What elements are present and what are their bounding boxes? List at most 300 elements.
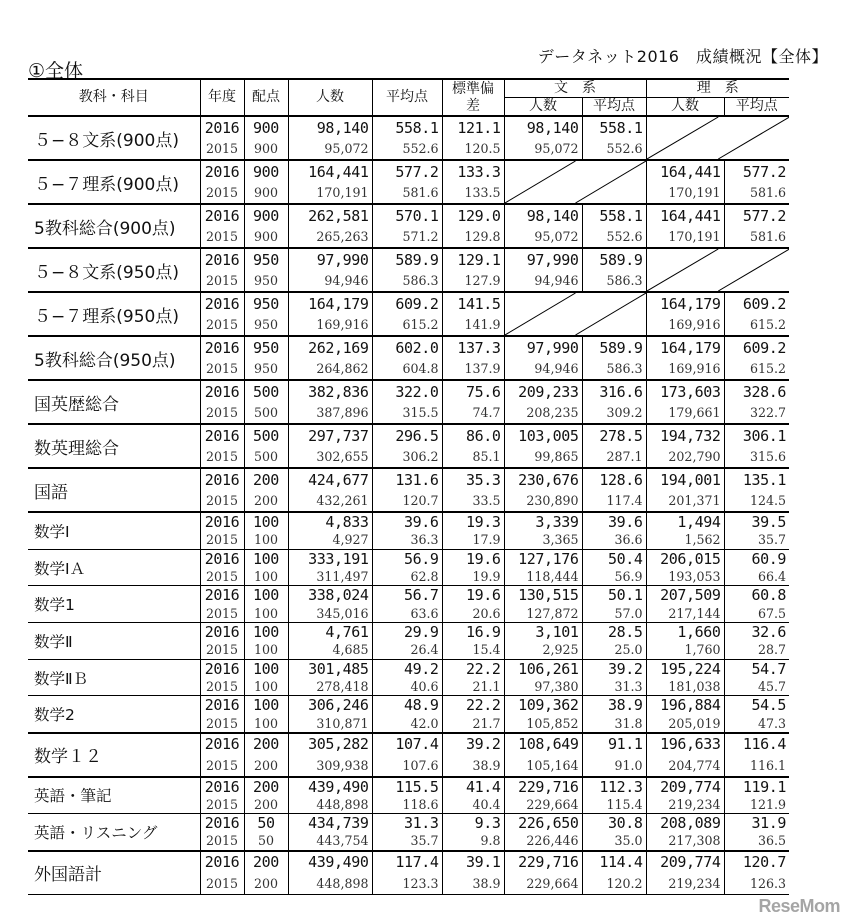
cell-bunkei-avg: 586.3 xyxy=(582,270,646,292)
cell-year: 2016 xyxy=(200,204,244,226)
cell-points: 100 xyxy=(244,568,288,586)
cell-bunkei-count: 106,261 xyxy=(504,659,582,678)
cell-avg: 42.0 xyxy=(372,714,442,732)
cell-avg: 570.1 xyxy=(372,204,442,226)
cell-count: 169,916 xyxy=(288,314,372,336)
cell-year: 2016 xyxy=(200,733,244,755)
cell-count: 262,169 xyxy=(288,336,372,358)
cell-rikei-avg: 581.6 xyxy=(724,182,789,204)
cell-count: 278,418 xyxy=(288,678,372,696)
cell-bunkei-count: 97,380 xyxy=(504,678,582,696)
cell-bunkei-count: 95,072 xyxy=(504,226,582,248)
cell-points: 900 xyxy=(244,138,288,160)
cell-rikei-count: 169,916 xyxy=(646,358,724,380)
cell-points: 200 xyxy=(244,796,288,814)
cell-rikei-count: 219,234 xyxy=(646,796,724,814)
cell-year: 2015 xyxy=(200,226,244,248)
cell-count: 264,862 xyxy=(288,358,372,380)
cell-rikei-avg: 124.5 xyxy=(724,490,789,512)
cell-rikei-count: 205,019 xyxy=(646,714,724,732)
cell-rikei-avg: 135.1 xyxy=(724,468,789,490)
cell-bunkei-avg: 50.1 xyxy=(582,586,646,605)
cell-rikei-count: 170,191 xyxy=(646,226,724,248)
cell-count: 448,898 xyxy=(288,796,372,814)
cell-rikei-count: 219,234 xyxy=(646,873,724,895)
subject-label: 国語 xyxy=(34,482,68,503)
cell-sd: 9.8 xyxy=(442,832,504,850)
empty-diagonal-cell xyxy=(504,292,646,336)
header-sd: 標準偏差 xyxy=(442,79,504,116)
cell-bunkei-avg: 31.3 xyxy=(582,678,646,696)
cell-bunkei-avg: 552.6 xyxy=(582,226,646,248)
cell-sd: 19.3 xyxy=(442,512,504,531)
cell-rikei-count: 164,179 xyxy=(646,336,724,358)
cell-bunkei-count: 103,005 xyxy=(504,424,582,446)
table-row xyxy=(28,586,789,605)
cell-sd: 141.9 xyxy=(442,314,504,336)
watermark-logo: ReseMom xyxy=(758,896,840,916)
table-row xyxy=(28,204,789,226)
cell-year: 2016 xyxy=(200,586,244,605)
cell-avg: 29.9 xyxy=(372,623,442,642)
cell-sd: 133.3 xyxy=(442,160,504,182)
cell-avg: 117.4 xyxy=(372,851,442,873)
cell-points: 950 xyxy=(244,336,288,358)
cell-sd: 137.9 xyxy=(442,358,504,380)
subject-label: 数英理総合 xyxy=(34,438,119,459)
cell-count: 305,282 xyxy=(288,733,372,755)
cell-avg: 581.6 xyxy=(372,182,442,204)
results-table xyxy=(28,78,789,895)
cell-avg: 615.2 xyxy=(372,314,442,336)
cell-bunkei-count: 226,650 xyxy=(504,814,582,833)
cell-bunkei-count: 118,444 xyxy=(504,568,582,586)
cell-points: 200 xyxy=(244,777,288,796)
header-rikei-avg: 平均点 xyxy=(724,98,789,117)
cell-bunkei-count: 3,101 xyxy=(504,623,582,642)
section-title: ①全体 xyxy=(28,60,84,82)
cell-rikei-avg: 54.5 xyxy=(724,696,789,715)
cell-year: 2016 xyxy=(200,659,244,678)
cell-avg: 296.5 xyxy=(372,424,442,446)
cell-avg: 131.6 xyxy=(372,468,442,490)
cell-sd: 40.4 xyxy=(442,796,504,814)
cell-sd: 39.2 xyxy=(442,733,504,755)
cell-sd: 137.3 xyxy=(442,336,504,358)
cell-sd: 22.2 xyxy=(442,659,504,678)
cell-year: 2015 xyxy=(200,490,244,512)
cell-bunkei-avg: 31.8 xyxy=(582,714,646,732)
cell-avg: 35.7 xyxy=(372,832,442,850)
cell-bunkei-count: 99,865 xyxy=(504,446,582,468)
cell-avg: 115.5 xyxy=(372,777,442,796)
cell-count: 306,246 xyxy=(288,696,372,715)
cell-year: 2016 xyxy=(200,851,244,873)
cell-bunkei-avg: 558.1 xyxy=(582,204,646,226)
table-row xyxy=(28,623,789,642)
cell-bunkei-count: 230,890 xyxy=(504,490,582,512)
cell-sd: 129.1 xyxy=(442,248,504,270)
cell-avg: 602.0 xyxy=(372,336,442,358)
cell-avg: 39.6 xyxy=(372,512,442,531)
cell-bunkei-count: 127,872 xyxy=(504,604,582,622)
cell-points: 500 xyxy=(244,424,288,446)
cell-bunkei-count: 97,990 xyxy=(504,248,582,270)
subject-label: 数学ⅡＢ xyxy=(34,669,89,688)
cell-rikei-count: 209,774 xyxy=(646,851,724,873)
table-row xyxy=(28,851,789,873)
cell-bunkei-avg: 50.4 xyxy=(582,549,646,568)
cell-sd: 21.7 xyxy=(442,714,504,732)
cell-avg: 322.0 xyxy=(372,380,442,402)
cell-avg: 26.4 xyxy=(372,641,442,659)
cell-bunkei-avg: 39.2 xyxy=(582,659,646,678)
cell-bunkei-avg: 115.4 xyxy=(582,796,646,814)
subject-label: 英語・リスニング xyxy=(34,823,158,842)
cell-points: 200 xyxy=(244,490,288,512)
cell-bunkei-count: 130,515 xyxy=(504,586,582,605)
cell-rikei-avg: 615.2 xyxy=(724,358,789,380)
cell-points: 50 xyxy=(244,832,288,850)
cell-bunkei-avg: 39.6 xyxy=(582,512,646,531)
cell-points: 100 xyxy=(244,586,288,605)
cell-bunkei-avg: 589.9 xyxy=(582,248,646,270)
cell-points: 950 xyxy=(244,314,288,336)
cell-rikei-count: 164,179 xyxy=(646,292,724,314)
cell-count: 382,836 xyxy=(288,380,372,402)
cell-avg: 306.2 xyxy=(372,446,442,468)
cell-avg: 36.3 xyxy=(372,531,442,549)
cell-bunkei-count: 97,990 xyxy=(504,336,582,358)
cell-count: 4,761 xyxy=(288,623,372,642)
cell-avg: 123.3 xyxy=(372,873,442,895)
cell-bunkei-avg: 38.9 xyxy=(582,696,646,715)
cell-rikei-count: 193,053 xyxy=(646,568,724,586)
cell-avg: 315.5 xyxy=(372,402,442,424)
cell-count: 94,946 xyxy=(288,270,372,292)
cell-bunkei-count: 209,233 xyxy=(504,380,582,402)
cell-rikei-count: 217,144 xyxy=(646,604,724,622)
cell-rikei-count: 164,441 xyxy=(646,160,724,182)
cell-points: 200 xyxy=(244,468,288,490)
cell-bunkei-avg: 91.1 xyxy=(582,733,646,755)
cell-rikei-count: 1,494 xyxy=(646,512,724,531)
cell-avg: 589.9 xyxy=(372,248,442,270)
cell-avg: 571.2 xyxy=(372,226,442,248)
cell-count: 4,685 xyxy=(288,641,372,659)
cell-avg: 118.6 xyxy=(372,796,442,814)
cell-sd: 141.5 xyxy=(442,292,504,314)
cell-rikei-count: 196,884 xyxy=(646,696,724,715)
cell-rikei-count: 209,774 xyxy=(646,777,724,796)
cell-count: 439,490 xyxy=(288,851,372,873)
cell-sd: 39.1 xyxy=(442,851,504,873)
cell-sd: 129.8 xyxy=(442,226,504,248)
cell-bunkei-avg: 57.0 xyxy=(582,604,646,622)
cell-sd: 22.2 xyxy=(442,696,504,715)
cell-rikei-count: 179,661 xyxy=(646,402,724,424)
cell-year: 2016 xyxy=(200,160,244,182)
cell-year: 2015 xyxy=(200,796,244,814)
cell-count: 309,938 xyxy=(288,755,372,777)
cell-points: 500 xyxy=(244,402,288,424)
cell-year: 2015 xyxy=(200,714,244,732)
cell-rikei-avg: 121.9 xyxy=(724,796,789,814)
cell-year: 2015 xyxy=(200,568,244,586)
header-bunkei: 文 系 xyxy=(504,79,646,98)
cell-sd: 20.6 xyxy=(442,604,504,622)
cell-year: 2016 xyxy=(200,468,244,490)
cell-bunkei-avg: 25.0 xyxy=(582,641,646,659)
cell-count: 4,833 xyxy=(288,512,372,531)
cell-rikei-count: 202,790 xyxy=(646,446,724,468)
cell-sd: 35.3 xyxy=(442,468,504,490)
cell-sd: 38.9 xyxy=(442,755,504,777)
cell-year: 2016 xyxy=(200,116,244,138)
cell-points: 950 xyxy=(244,358,288,380)
cell-rikei-count: 181,038 xyxy=(646,678,724,696)
table-row xyxy=(28,733,789,755)
cell-points: 900 xyxy=(244,226,288,248)
cell-year: 2015 xyxy=(200,873,244,895)
cell-avg: 62.8 xyxy=(372,568,442,586)
cell-year: 2015 xyxy=(200,402,244,424)
cell-points: 100 xyxy=(244,604,288,622)
cell-avg: 56.7 xyxy=(372,586,442,605)
cell-sd: 38.9 xyxy=(442,873,504,895)
cell-bunkei-count: 127,176 xyxy=(504,549,582,568)
cell-rikei-avg: 126.3 xyxy=(724,873,789,895)
cell-count: 297,737 xyxy=(288,424,372,446)
cell-bunkei-avg: 552.6 xyxy=(582,138,646,160)
cell-bunkei-count: 95,072 xyxy=(504,138,582,160)
cell-points: 200 xyxy=(244,873,288,895)
cell-rikei-avg: 35.7 xyxy=(724,531,789,549)
cell-bunkei-avg: 278.5 xyxy=(582,424,646,446)
subject-label: 英語・筆記 xyxy=(34,787,112,806)
cell-points: 100 xyxy=(244,549,288,568)
header-subject: 教科・科目 xyxy=(28,79,200,116)
cell-bunkei-count: 229,664 xyxy=(504,796,582,814)
header-bunkei-count: 人数 xyxy=(504,98,582,117)
cell-year: 2015 xyxy=(200,358,244,380)
cell-count: 97,990 xyxy=(288,248,372,270)
subject-label: 数学Ⅱ xyxy=(34,632,73,651)
cell-bunkei-count: 229,716 xyxy=(504,777,582,796)
cell-year: 2016 xyxy=(200,248,244,270)
cell-points: 50 xyxy=(244,814,288,833)
cell-rikei-avg: 581.6 xyxy=(724,226,789,248)
cell-rikei-count: 1,562 xyxy=(646,531,724,549)
cell-year: 2015 xyxy=(200,138,244,160)
cell-rikei-avg: 120.7 xyxy=(724,851,789,873)
cell-count: 310,871 xyxy=(288,714,372,732)
cell-sd: 86.0 xyxy=(442,424,504,446)
cell-bunkei-count: 109,362 xyxy=(504,696,582,715)
cell-year: 2016 xyxy=(200,814,244,833)
cell-points: 100 xyxy=(244,641,288,659)
cell-rikei-avg: 119.1 xyxy=(724,777,789,796)
table-row xyxy=(28,336,789,358)
cell-year: 2015 xyxy=(200,531,244,549)
cell-avg: 107.4 xyxy=(372,733,442,755)
subject-label: 外国語計 xyxy=(34,865,102,886)
cell-count: 164,179 xyxy=(288,292,372,314)
cell-count: 311,497 xyxy=(288,568,372,586)
cell-rikei-avg: 615.2 xyxy=(724,314,789,336)
cell-bunkei-avg: 558.1 xyxy=(582,116,646,138)
subject-label: 5教科総合(900点) xyxy=(34,218,176,239)
cell-points: 100 xyxy=(244,512,288,531)
cell-bunkei-avg: 309.2 xyxy=(582,402,646,424)
cell-rikei-avg: 60.8 xyxy=(724,586,789,605)
cell-count: 439,490 xyxy=(288,777,372,796)
cell-sd: 16.9 xyxy=(442,623,504,642)
cell-points: 900 xyxy=(244,182,288,204)
table-row xyxy=(28,777,789,796)
cell-points: 200 xyxy=(244,755,288,777)
cell-bunkei-count: 3,365 xyxy=(504,531,582,549)
cell-bunkei-avg: 586.3 xyxy=(582,358,646,380)
cell-rikei-count: 195,224 xyxy=(646,659,724,678)
cell-year: 2015 xyxy=(200,182,244,204)
cell-avg: 586.3 xyxy=(372,270,442,292)
cell-rikei-avg: 328.6 xyxy=(724,380,789,402)
cell-sd: 74.7 xyxy=(442,402,504,424)
table-row xyxy=(28,512,789,531)
cell-rikei-avg: 322.7 xyxy=(724,402,789,424)
cell-points: 900 xyxy=(244,116,288,138)
cell-year: 2016 xyxy=(200,696,244,715)
cell-year: 2016 xyxy=(200,623,244,642)
cell-count: 333,191 xyxy=(288,549,372,568)
empty-diagonal-cell xyxy=(504,160,646,204)
cell-avg: 107.6 xyxy=(372,755,442,777)
cell-year: 2016 xyxy=(200,549,244,568)
cell-rikei-avg: 609.2 xyxy=(724,292,789,314)
cell-avg: 48.9 xyxy=(372,696,442,715)
table-row xyxy=(28,116,789,138)
cell-avg: 63.6 xyxy=(372,604,442,622)
cell-bunkei-count: 208,235 xyxy=(504,402,582,424)
cell-count: 302,655 xyxy=(288,446,372,468)
subject-label: ５−７理系(950点) xyxy=(34,306,179,327)
empty-diagonal-cell xyxy=(646,116,789,160)
cell-sd: 133.5 xyxy=(442,182,504,204)
header-avg: 平均点 xyxy=(372,79,442,116)
cell-bunkei-count: 105,164 xyxy=(504,755,582,777)
cell-points: 950 xyxy=(244,248,288,270)
cell-bunkei-count: 229,716 xyxy=(504,851,582,873)
cell-bunkei-count: 229,664 xyxy=(504,873,582,895)
cell-rikei-count: 169,916 xyxy=(646,314,724,336)
cell-year: 2015 xyxy=(200,755,244,777)
cell-bunkei-avg: 128.6 xyxy=(582,468,646,490)
cell-rikei-avg: 32.6 xyxy=(724,623,789,642)
table-row xyxy=(28,160,789,182)
cell-year: 2016 xyxy=(200,512,244,531)
cell-avg: 56.9 xyxy=(372,549,442,568)
cell-points: 500 xyxy=(244,380,288,402)
subject-label: ５−８文系(900点) xyxy=(34,130,179,151)
cell-bunkei-avg: 589.9 xyxy=(582,336,646,358)
header-rikei: 理 系 xyxy=(646,79,789,98)
cell-year: 2016 xyxy=(200,292,244,314)
cell-bunkei-avg: 117.4 xyxy=(582,490,646,512)
subject-label: 国英歴総合 xyxy=(34,394,119,415)
cell-bunkei-avg: 91.0 xyxy=(582,755,646,777)
cell-avg: 31.3 xyxy=(372,814,442,833)
table-row xyxy=(28,696,789,715)
cell-bunkei-count: 3,339 xyxy=(504,512,582,531)
cell-rikei-avg: 116.4 xyxy=(724,733,789,755)
cell-year: 2015 xyxy=(200,270,244,292)
cell-sd: 21.1 xyxy=(442,678,504,696)
cell-points: 200 xyxy=(244,733,288,755)
cell-points: 200 xyxy=(244,851,288,873)
cell-bunkei-count: 230,676 xyxy=(504,468,582,490)
cell-bunkei-avg: 120.2 xyxy=(582,873,646,895)
table-row xyxy=(28,292,789,314)
cell-rikei-avg: 36.5 xyxy=(724,832,789,850)
cell-year: 2016 xyxy=(200,424,244,446)
cell-bunkei-count: 105,852 xyxy=(504,714,582,732)
cell-bunkei-count: 2,925 xyxy=(504,641,582,659)
cell-rikei-avg: 609.2 xyxy=(724,336,789,358)
cell-bunkei-avg: 36.6 xyxy=(582,531,646,549)
subject-label: 数学１２ xyxy=(34,747,102,768)
cell-sd: 33.5 xyxy=(442,490,504,512)
cell-rikei-count: 196,633 xyxy=(646,733,724,755)
table-row xyxy=(28,659,789,678)
cell-year: 2015 xyxy=(200,314,244,336)
cell-rikei-avg: 577.2 xyxy=(724,204,789,226)
cell-avg: 558.1 xyxy=(372,116,442,138)
cell-count: 265,263 xyxy=(288,226,372,248)
cell-points: 100 xyxy=(244,531,288,549)
header-bunkei-avg: 平均点 xyxy=(582,98,646,117)
subject-label: 数学ⅠＡ xyxy=(34,559,86,578)
subject-label: 数学2 xyxy=(34,706,75,725)
cell-year: 2015 xyxy=(200,832,244,850)
subject-label: ５−８文系(950点) xyxy=(34,262,179,283)
cell-points: 100 xyxy=(244,678,288,696)
cell-rikei-count: 164,441 xyxy=(646,204,724,226)
cell-bunkei-count: 98,140 xyxy=(504,116,582,138)
subject-label: 数学1 xyxy=(34,596,75,615)
cell-avg: 577.2 xyxy=(372,160,442,182)
cell-sd: 127.9 xyxy=(442,270,504,292)
cell-avg: 49.2 xyxy=(372,659,442,678)
cell-count: 301,485 xyxy=(288,659,372,678)
cell-bunkei-count: 226,446 xyxy=(504,832,582,850)
table-row xyxy=(28,468,789,490)
cell-sd: 121.1 xyxy=(442,116,504,138)
subject-label: 数学Ⅰ xyxy=(34,522,70,541)
cell-bunkei-avg: 35.0 xyxy=(582,832,646,850)
cell-rikei-avg: 577.2 xyxy=(724,160,789,182)
cell-rikei-count: 207,509 xyxy=(646,586,724,605)
cell-sd: 85.1 xyxy=(442,446,504,468)
cell-year: 2015 xyxy=(200,446,244,468)
cell-sd: 15.4 xyxy=(442,641,504,659)
subject-label: 5教科総合(950点) xyxy=(34,350,176,371)
cell-avg: 604.8 xyxy=(372,358,442,380)
cell-count: 387,896 xyxy=(288,402,372,424)
cell-rikei-avg: 60.9 xyxy=(724,549,789,568)
cell-bunkei-count: 108,649 xyxy=(504,733,582,755)
cell-rikei-avg: 31.9 xyxy=(724,814,789,833)
